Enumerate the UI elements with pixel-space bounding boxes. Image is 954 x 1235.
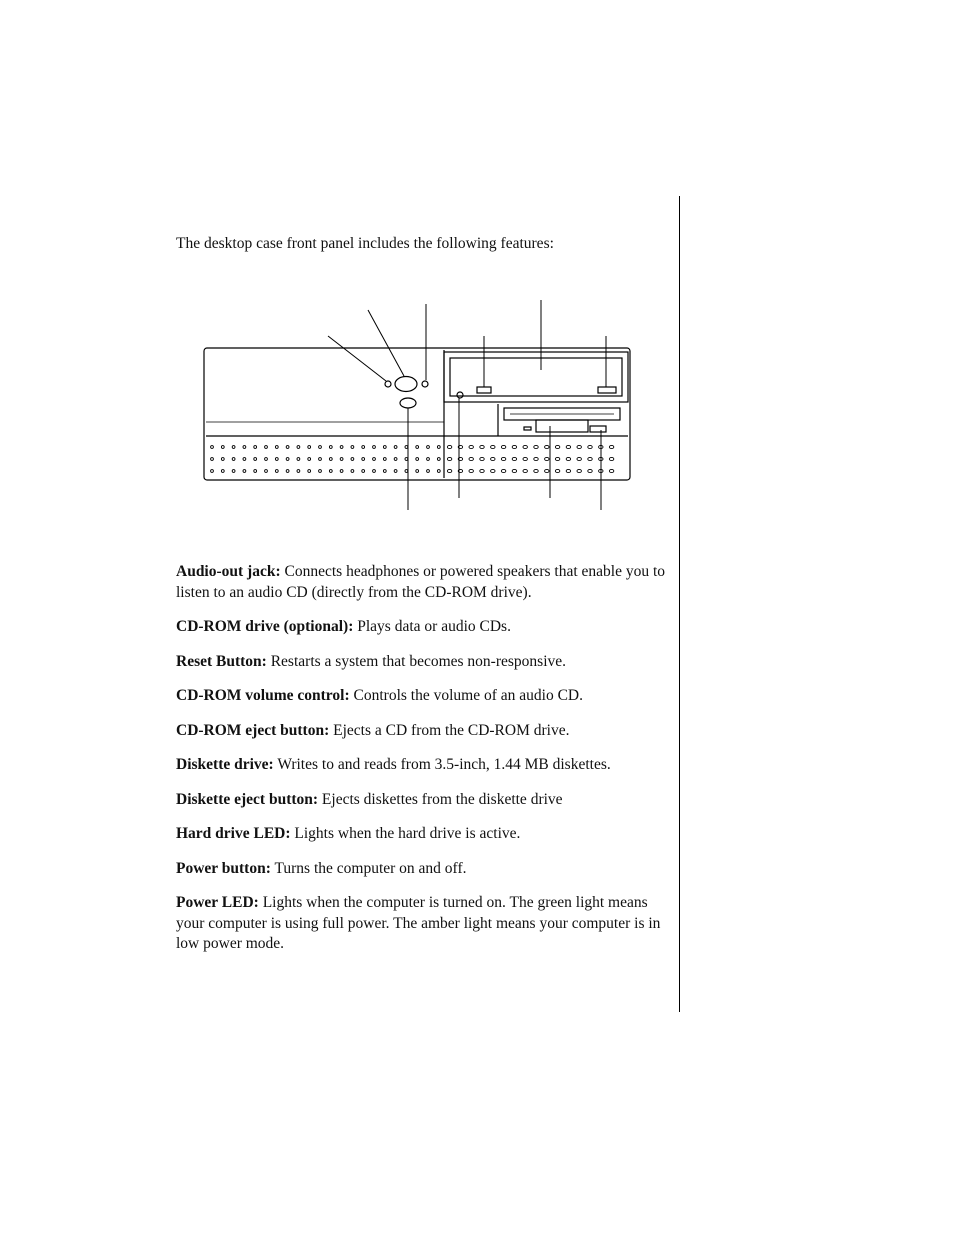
feature-term: CD-ROM eject button:: [176, 721, 330, 739]
vent-hole: [297, 458, 300, 461]
vent-hole: [351, 446, 354, 449]
cdrom-eject-button: [477, 387, 491, 393]
vent-hole: [254, 458, 257, 461]
vent-hole: [501, 469, 505, 472]
vent-hole: [308, 470, 311, 473]
vent-hole: [491, 445, 495, 448]
vent-hole: [319, 470, 322, 473]
vent-hole: [373, 470, 376, 473]
feature-description: Ejects a CD from the CD-ROM drive.: [329, 721, 570, 739]
vent-hole: [534, 469, 538, 472]
vent-hole: [566, 445, 570, 448]
feature-item: [176, 893, 668, 955]
feature-term: Power LED:: [176, 894, 259, 911]
feature-item: [176, 824, 668, 845]
vent-hole: [437, 446, 440, 449]
vent-hole: [512, 457, 516, 460]
vent-hole: [555, 469, 559, 472]
vent-hole: [383, 470, 386, 473]
leader-power-button: [368, 310, 404, 376]
feature-term: CD-ROM volume control:: [176, 687, 350, 704]
vent-hole: [232, 458, 235, 461]
vent-hole: [373, 446, 376, 449]
vent-hole: [437, 470, 440, 473]
cdrom-drive: [450, 358, 622, 396]
vent-hole: [286, 446, 289, 449]
vent-hole: [534, 445, 538, 448]
vent-hole: [469, 445, 473, 448]
vent-hole: [523, 469, 527, 472]
vent-hole: [297, 446, 300, 449]
vent-hole: [221, 470, 224, 473]
vent-hole: [523, 445, 527, 448]
feature-list: [176, 562, 668, 955]
vent-hole: [243, 458, 246, 461]
vent-hole: [286, 458, 289, 461]
vent-hole: [566, 469, 570, 472]
vent-hole: [588, 445, 592, 448]
feature-term: Diskette drive:: [176, 756, 274, 773]
vent-hole: [297, 470, 300, 473]
feature-item: [176, 652, 668, 673]
vent-hole: [555, 445, 559, 448]
vent-hole: [523, 457, 527, 460]
vent-hole: [577, 469, 581, 472]
vent-hole: [351, 470, 354, 473]
vent-hole: [265, 470, 268, 473]
vent-hole: [405, 470, 408, 473]
feature-term: Audio-out jack:: [176, 563, 281, 580]
vent-hole: [394, 470, 397, 473]
vent-hole: [501, 457, 505, 460]
vent-hole: [265, 446, 268, 449]
vent-hole: [545, 469, 549, 472]
vent-hole: [394, 446, 397, 449]
feature-term: Reset Button:: [176, 652, 267, 670]
vent-hole: [427, 458, 430, 461]
margin-rule: [679, 196, 680, 1012]
vent-hole: [588, 457, 592, 460]
feature-term: CD-ROM drive (optional):: [176, 618, 354, 635]
vent-hole: [254, 470, 257, 473]
power-button: [395, 377, 417, 392]
feature-term: Diskette eject button:: [176, 790, 319, 808]
vent-hole: [469, 469, 473, 472]
vent-hole: [480, 457, 484, 460]
vent-hole: [405, 446, 408, 449]
vent-hole: [609, 457, 613, 460]
vent-hole: [275, 446, 278, 449]
vent-hole: [308, 446, 311, 449]
vent-hole: [416, 458, 419, 461]
vent-hole: [329, 446, 332, 449]
vent-hole: [437, 458, 440, 461]
feature-description: Controls the volume of an audio CD.: [349, 687, 583, 704]
front-panel-diagram: [196, 296, 636, 512]
vent-hole: [221, 458, 224, 461]
vent-hole: [275, 470, 278, 473]
vent-hole: [416, 470, 419, 473]
vent-hole: [221, 446, 224, 449]
vent-hole: [512, 445, 516, 448]
vent-hole: [427, 470, 430, 473]
vent-hole: [211, 458, 214, 461]
feature-item: [176, 721, 668, 742]
feature-description: Ejects diskettes from the diskette drive: [318, 790, 563, 808]
vent-hole: [319, 458, 322, 461]
vent-hole: [405, 458, 408, 461]
vent-hole: [416, 446, 419, 449]
vent-hole: [577, 445, 581, 448]
vent-hole: [491, 457, 495, 460]
feature-description: Connects headphones or powered speakers that enable you to listen to an audio CD (directly from the CD-ROM drive).: [176, 563, 666, 601]
vent-hole: [286, 470, 289, 473]
vent-hole: [501, 445, 505, 448]
vent-hole: [308, 458, 311, 461]
feature-description: Restarts a system that becomes non-responsive.: [266, 652, 567, 670]
vent-hole: [362, 446, 365, 449]
reset-button: [400, 398, 416, 408]
intro-text: The desktop case front panel includes the following features:: [176, 235, 554, 252]
vent-hole: [340, 446, 343, 449]
vent-hole: [427, 446, 430, 449]
vent-hole: [609, 445, 613, 448]
vent-hole: [480, 445, 484, 448]
vent-hole: [373, 458, 376, 461]
vent-hole: [211, 446, 214, 449]
feature-description: Writes to and reads from 3.5-inch, 1.44 MB diskettes.: [273, 756, 611, 773]
vent-hole: [491, 469, 495, 472]
hard-drive-led: [422, 381, 428, 387]
vent-hole: [211, 470, 214, 473]
cdrom-volume-slot: [598, 387, 616, 393]
vent-hole: [394, 458, 397, 461]
cdrom-bay: [444, 352, 628, 402]
vent-hole: [512, 469, 516, 472]
feature-item: [176, 755, 668, 776]
feature-description: Lights when the computer is turned on. The green light means your computer is using full power. The amber light means your computer is in low power mode.: [176, 894, 661, 952]
vent-hole: [447, 445, 451, 448]
vent-hole: [447, 469, 451, 472]
feature-item: [176, 617, 668, 638]
vent-hole: [232, 470, 235, 473]
vent-holes: [211, 445, 614, 472]
vent-hole: [243, 470, 246, 473]
vent-hole: [232, 446, 235, 449]
leader-power-led: [328, 336, 386, 381]
feature-term: Power button:: [176, 859, 271, 877]
feature-item: [176, 790, 668, 811]
diskette-eject-button: [590, 426, 606, 432]
feature-description: Plays data or audio CDs.: [353, 618, 511, 635]
vent-hole: [329, 470, 332, 473]
vent-hole: [383, 446, 386, 449]
feature-description: Lights when the hard drive is active.: [290, 825, 521, 842]
vent-hole: [275, 458, 278, 461]
vent-hole: [329, 458, 332, 461]
vent-hole: [254, 446, 257, 449]
vent-hole: [340, 470, 343, 473]
vent-hole: [577, 457, 581, 460]
diskette-door: [536, 420, 588, 432]
feature-item: [176, 686, 668, 707]
vent-hole: [362, 470, 365, 473]
vent-hole: [383, 458, 386, 461]
vent-hole: [609, 469, 613, 472]
power-led: [385, 381, 391, 387]
vent-hole: [480, 469, 484, 472]
vent-hole: [588, 469, 592, 472]
vent-hole: [447, 457, 451, 460]
vent-hole: [243, 446, 246, 449]
vent-hole: [319, 446, 322, 449]
feature-description: Turns the computer on and off.: [270, 859, 467, 877]
vent-hole: [351, 458, 354, 461]
vent-hole: [362, 458, 365, 461]
vent-hole: [340, 458, 343, 461]
vent-hole: [545, 457, 549, 460]
vent-hole: [566, 457, 570, 460]
vent-hole: [265, 458, 268, 461]
vent-hole: [469, 457, 473, 460]
vent-hole: [534, 457, 538, 460]
audio-out-jack: [457, 392, 463, 398]
vent-hole: [555, 457, 559, 460]
feature-item: [176, 859, 668, 880]
diskette-led: [524, 427, 531, 430]
vent-hole: [545, 445, 549, 448]
feature-item: [176, 562, 668, 603]
feature-term: Hard drive LED:: [176, 825, 291, 842]
